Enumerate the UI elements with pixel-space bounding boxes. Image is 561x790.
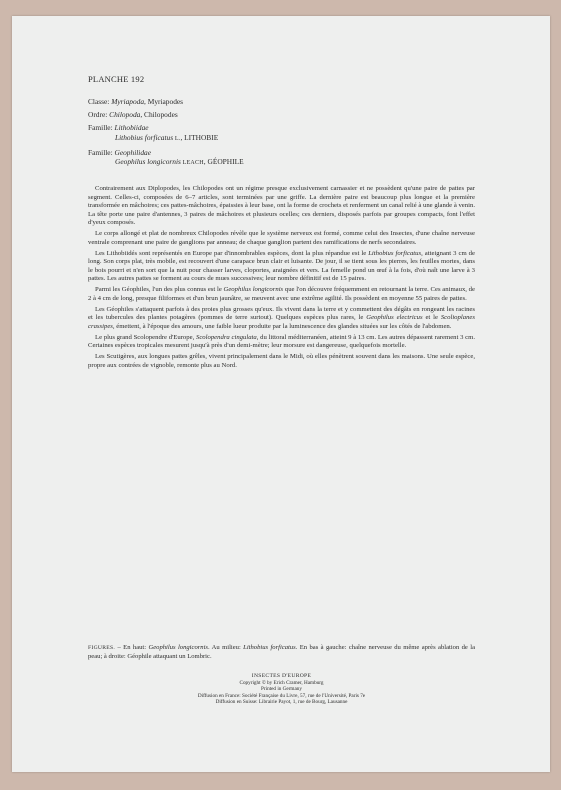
- plate-sheet: [12, 16, 550, 772]
- series-title: INSECTES D'EUROPE: [251, 673, 312, 679]
- order-label: Ordre:: [88, 110, 110, 120]
- species2-latin: Geophilus longicornis: [115, 157, 181, 167]
- paragraph: Les Géophiles s'attaquent parfois à des proies plus grosses qu'eux. Ils vivent dans la terre et y commettent des dégâts en rongeant les racines et les tubercules des plantes potagères (pommes de terre surtout). Quelques espèces plus rares, le Geophilus electricus et le Scolioplanes crassipes, émettent, à l'époque des amours, une faible lueur produite par la luminescence des glandes situées sur les côtés de l'abdomen.: [88, 305, 475, 330]
- species1-latin: Lithobius forficatus: [115, 132, 174, 142]
- figures-caption: FIGURES. – En haut: Geophilus longicornis. Au milieu: Lithobius forficatus. En bas à gauche: chaîne nerveuse du même après ablation de la peau; à droite: Géophile attaquant un Lombric.: [88, 644, 476, 660]
- classification-block: [88, 97, 244, 168]
- imprint-block: [88, 673, 475, 706]
- distribution-france: Diffusion en France: Société Française du Livre, 57, rue de l'Université, Paris 7e: [197, 692, 366, 699]
- order-latin: Chilopoda: [109, 110, 141, 120]
- distribution-suisse: Diffusion en Suisse: Librairie Payot, 1, rue de Bourg, Lausanne: [215, 699, 348, 706]
- family1-label: Famille:: [88, 123, 115, 133]
- order-line: [88, 110, 244, 119]
- class-line: [88, 97, 244, 106]
- family2-line: [88, 148, 244, 157]
- paragraph: Le corps allongé et plat de nombreux Chilopodes révèle que le système nerveux est formé, comme celui des Insectes, d'une chaîne nerveuse ventrale comprenant une paire de ganglions par anneau; de chaque ganglion partent des ramifications de nerfs secondaires.: [88, 230, 475, 246]
- species2-author: LEACH: [180, 160, 204, 167]
- paragraph: Les Lithobiidés sont représentés en Europe par d'innombrables espèces, dont la plus répandue est le Lithobius forficatus, atteignant 3 cm de long. Son corps plat, très mobile, est recouvert d'une carapace brun clair et luisante. De jour, il se tient sous les pierres, les feuilles mortes, dans le bois pourri et n'en sort que la nuit pour chasser larves, cloportes, araignées et vers. La femelle pond un œuf à la fois, d'où naît une larve à 3 pattes. Les autres pattes se forment au cours de mues successives; leur nombre définitif est de 15 paires.: [88, 249, 475, 283]
- species2-french: , GÉOPHILE: [203, 157, 244, 167]
- class-french: , Myriapodes: [144, 97, 184, 106]
- class-label: Classe:: [88, 97, 112, 106]
- species1-french: , LITHOBIE: [180, 132, 219, 142]
- family1-line: [88, 123, 244, 132]
- class-latin: Myriapoda: [111, 97, 145, 106]
- family2-latin: Geophilidae: [114, 147, 152, 157]
- printed-line: Printed in Germany: [261, 686, 302, 693]
- species1-line: [88, 133, 244, 144]
- paragraph: Contrairement aux Diplopodes, les Chilopodes ont un régime presque exclusivement carnassier et ne possèdent qu'une paire de pattes par segment. Celles-ci, composées de 6–7 articles, sont terminées par une griffe. La dernière paire est beaucoup plus longue et la première transformée en mâchoires; ces pattes-mâchoires, épaissies à leur base, ont la forme de crochets et renferment un canal relié à une glande à venin. La tête porte une paire d'antennes, 3 paires de mâchoires et plusieurs ocelles; ces derniers, disposés parfois par groupes compacts, font l'effet d'yeux composés.: [88, 185, 475, 227]
- paragraph: Parmi les Géophiles, l'un des plus connus est le Geophilus longicornis que l'on découvre fréquemment en retournant la terre. Ces animaux, de 2 à 4 cm de long, presque filiformes et d'un brun jaunâtre, se meuvent avec une extrême agilité. Ils possèdent en moyenne 55 paires de pattes.: [88, 286, 475, 302]
- family2-label: Famille:: [88, 147, 115, 157]
- plate-number: PLANCHE 192: [88, 74, 145, 84]
- paragraph: Les Scutigères, aux longues pattes grêles, vivent principalement dans le Midi, où elles pénètrent souvent dans les maisons. Une seule espèce, propre aux contrées de vignoble, remonte plus au Nord.: [88, 353, 475, 369]
- copyright-line: Copyright © by Erich Cramer, Hamburg: [239, 679, 324, 686]
- order-french: , Chilopodes: [140, 110, 178, 120]
- species2-line: [88, 157, 244, 168]
- paragraph: Le plus grand Scolopendre d'Europe, Scolopendra cingulata, du littoral méditerranéen, atteint 9 à 13 cm. Les autres dépassent rarement 3 cm. Certaines espèces tropicales mesurent jusqu'à près d'un demi-mètre; leur morsure est dangereuse, quelquefois mortelle.: [88, 333, 475, 350]
- species1-author: L.: [173, 135, 181, 142]
- body-text: [88, 185, 475, 373]
- family1-latin: Lithobiidae: [114, 123, 149, 133]
- figures-label: FIGURES.: [88, 645, 116, 651]
